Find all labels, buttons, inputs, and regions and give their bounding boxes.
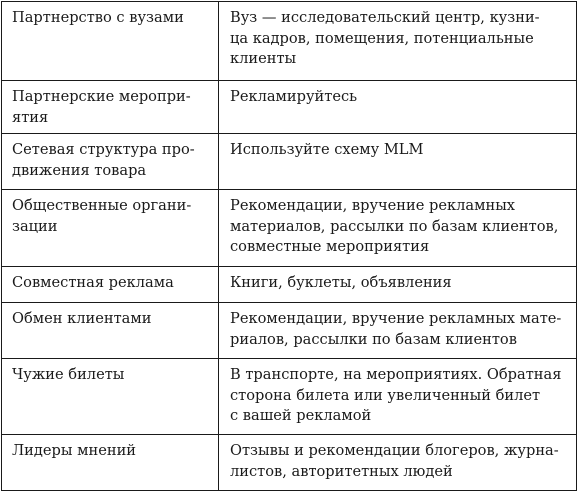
row-label: Обмен клиентами	[2, 303, 219, 359]
row-label: Лидеры мнений	[2, 435, 219, 491]
row-description: Отзывы и рекомендации блогеров, журна- листов, авторитетных людей	[219, 435, 577, 491]
row-description: Рекомендации, вручение рекламных материалов, рассылки по базам клиентов, совместные мероприятия	[219, 190, 577, 267]
row-description: Используйте схему MLM	[219, 134, 577, 190]
table-row	[2, 2, 577, 81]
table-row	[2, 190, 577, 267]
row-label: Партнерство с вузами	[2, 2, 219, 81]
table-row	[2, 81, 577, 134]
table-row	[2, 303, 577, 359]
row-description: Рекламируйтесь	[219, 81, 577, 134]
table-row	[2, 435, 577, 491]
table-row	[2, 134, 577, 190]
row-label: Общественные органи- зации	[2, 190, 219, 267]
partnership-table	[1, 1, 577, 491]
row-description: Вуз — исследовательский центр, кузни- ца кадров, помещения, потенциальные клиенты	[219, 2, 577, 81]
row-description: Рекомендации, вручение рекламных мате- риалов, рассылки по базам клиентов	[219, 303, 577, 359]
table-row	[2, 359, 577, 435]
row-label: Партнерские меропри- ятия	[2, 81, 219, 134]
row-description: В транспорте, на мероприятиях. Обратная сторона билета или увеличенный билет с вашей рекламой	[219, 359, 577, 435]
row-description: Книги, буклеты, объявления	[219, 267, 577, 303]
row-label: Чужие билеты	[2, 359, 219, 435]
table-row	[2, 267, 577, 303]
row-label: Сетевая структура про- движения товара	[2, 134, 219, 190]
row-label: Совместная реклама	[2, 267, 219, 303]
